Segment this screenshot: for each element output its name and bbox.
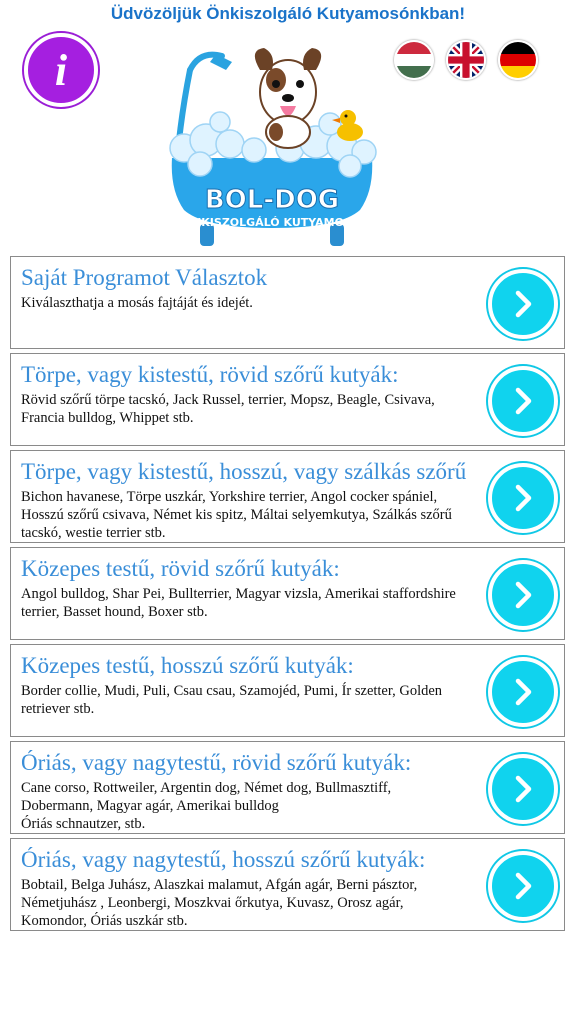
chevron-right-icon (507, 773, 539, 805)
program-title: Óriás, vagy nagytestű, rövid szőrű kutyák: (21, 750, 412, 775)
program-title: Törpe, vagy kistestű, rövid szőrű kutyák: (21, 362, 399, 387)
program-description: Cane corso, Rottweiler, Argentin dog, Német dog, Bullmasztiff, Dobermann, Magyar agár, Amerikai bulldog Óriás schnautzer, stb. (21, 780, 392, 832)
chevron-right-icon (507, 385, 539, 417)
select-program-button[interactable] (488, 754, 558, 824)
program-card[interactable] (10, 450, 565, 543)
info-icon: i (54, 45, 68, 95)
flag-de-icon[interactable] (498, 40, 538, 80)
info-button[interactable] (24, 33, 98, 107)
program-card[interactable] (10, 644, 565, 737)
program-title: Közepes testű, hosszú szőrű kutyák: (21, 653, 354, 678)
flag-hu-icon[interactable] (394, 40, 434, 80)
program-title: Törpe, vagy kistestű, hosszú, vagy szálkás szőrű (21, 459, 467, 484)
program-card[interactable] (10, 353, 565, 446)
program-title: Saját Programot Választok (21, 265, 268, 290)
select-program-button[interactable] (488, 657, 558, 727)
program-description: Rövid szőrű törpe tacskó, Jack Russel, terrier, Mopsz, Beagle, Csivava, Francia bulldog, Whippet stb. (21, 392, 435, 426)
page-title: Üdvözöljük Önkiszolgáló Kutyamosónkban! (110, 4, 466, 23)
flag-uk-icon[interactable] (446, 40, 486, 80)
program-title: Óriás, vagy nagytestű, hosszú szőrű kutyák: (21, 847, 426, 872)
program-description: Kiválaszthatja a mosás fajtáját és idejét. (21, 295, 253, 311)
program-description: Border collie, Mudi, Puli, Csau csau, Szamojéd, Pumi, Ír szetter, Golden retriever stb. (21, 683, 443, 717)
program-description: Angol bulldog, Shar Pei, Bullterrier, Magyar vizsla, Amerikai staffordshire terrier, Basset hound, Boxer stb. (21, 586, 456, 620)
program-title: Közepes testű, rövid szőrű kutyák: (21, 556, 340, 581)
select-program-button[interactable] (488, 463, 558, 533)
select-program-button[interactable] (488, 560, 558, 630)
chevron-right-icon (507, 482, 539, 514)
logo-brand-text: BOL-DOG (204, 185, 340, 215)
select-program-button[interactable] (488, 851, 558, 921)
chevron-right-icon (507, 579, 539, 611)
select-program-button[interactable] (488, 366, 558, 436)
chevron-right-icon (507, 676, 539, 708)
program-card[interactable] (10, 838, 565, 931)
logo-subtitle-text: ÖNKISZOLGÁLÓ KUTYAMOSÓ (182, 216, 362, 229)
chevron-right-icon (507, 288, 539, 320)
select-program-button[interactable] (488, 269, 558, 339)
program-description: Bichon havanese, Törpe uszkár, Yorkshire terrier, Angol cocker spániel, Hosszú szőrű csivava, Német kis spitz, Máltai selyemkutya, Szálkás szőrű tacskó, westie terrier stb. (21, 489, 452, 541)
language-selector (394, 40, 538, 80)
boldog-logo (160, 40, 384, 254)
program-list (10, 256, 565, 935)
chevron-right-icon (507, 870, 539, 902)
program-description: Bobtail, Belga Juhász, Alaszkai malamut, Afgán agár, Berni pásztor, Németjuhász , Leonbergi, Moszkvai őrkutya, Kuvasz, Orosz agár, Komondor, Óriás uszkár stb. (21, 877, 418, 929)
program-card[interactable] (10, 741, 565, 834)
program-card[interactable] (10, 547, 565, 640)
program-card[interactable] (10, 256, 565, 349)
